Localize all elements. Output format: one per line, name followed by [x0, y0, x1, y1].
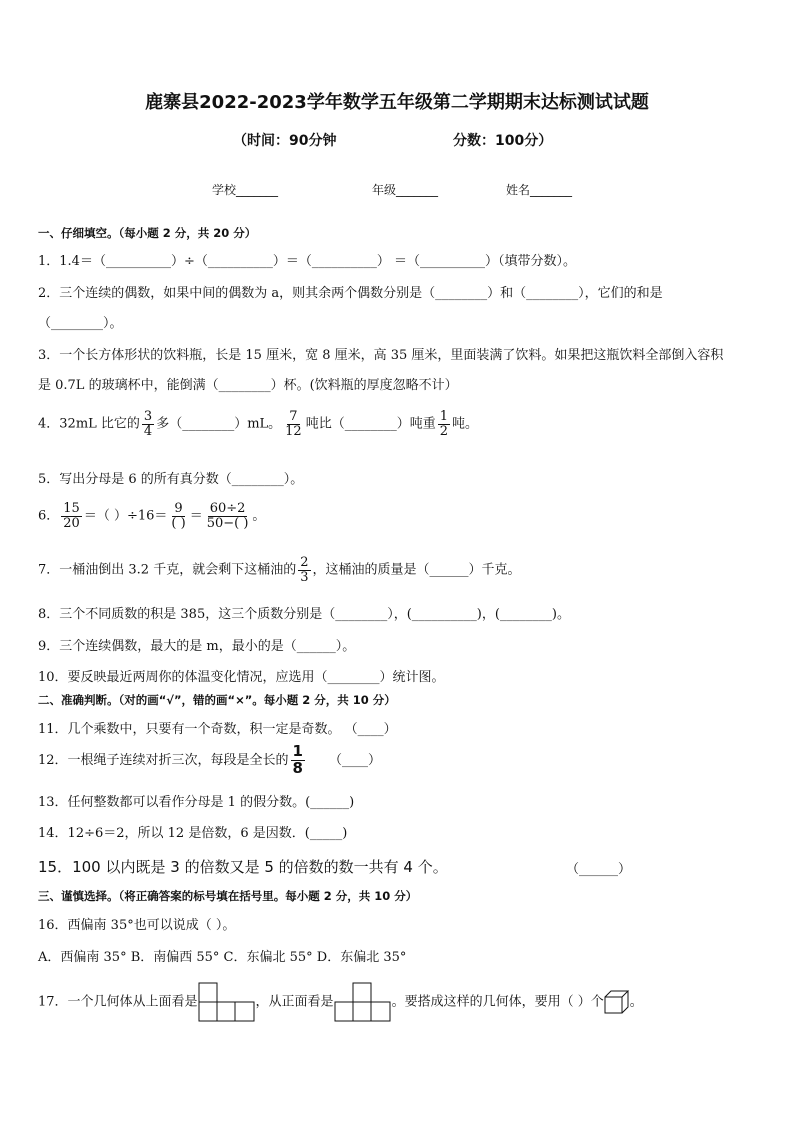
fraction-60-2 — [205, 502, 251, 530]
question-2-line-1: 2．三个连续的偶数，如果中间的偶数为 a，则其余两个偶数分别是（________）和（________），它们的和是 — [38, 286, 663, 301]
question-7 — [38, 556, 521, 584]
numerator: 1 — [439, 409, 448, 424]
grade-field: 年级_______ — [372, 183, 439, 197]
denominator: 3 — [300, 569, 309, 585]
question-17-text-c: 。要搭成这样的几何体，要用（ ）个 — [391, 994, 604, 1010]
exam-score: 分数：100分） — [453, 133, 553, 149]
denominator: ( ) — [171, 515, 186, 531]
question-4 — [38, 410, 478, 438]
question-11: 11．几个乘数中，只要有一个奇数，积一定是奇数。 （____） — [38, 722, 397, 737]
question-17-text-a: 17．一个几何体从上面看是 — [38, 994, 198, 1010]
denominator: 2 — [439, 423, 448, 439]
page-title: 鹿寨县2022-2023学年数学五年级第二学期期末达标测试试题 — [145, 92, 649, 113]
numerator: 3 — [143, 409, 153, 424]
top-view-figure — [198, 982, 256, 1022]
question-13: 13．任何整数都可以看作分母是 1 的假分数。(______) — [38, 795, 355, 810]
numerator: 9 — [174, 501, 183, 516]
numerator: 1 — [292, 742, 303, 760]
question-5: 5．写出分母是 6 的所有真分数（________）。 — [38, 472, 304, 487]
question-17-text-b: ，从正面看是 — [255, 994, 334, 1010]
question-10: 10．要反映最近两周你的体温变化情况，应选用（________）统计图。 — [38, 670, 445, 685]
question-7-text-a: 7．一桶油倒出 3.2 千克，就会剩下这桶油的 — [38, 562, 297, 578]
fraction-15-20 — [61, 502, 82, 530]
question-16: 16．西偏南 35°也可以说成（ ）。 — [38, 918, 236, 933]
denominator: 8 — [292, 758, 303, 777]
question-6-period: 。 — [252, 508, 266, 524]
denominator: 12 — [285, 423, 302, 439]
section-1-heading: 一、仔细填空。（每小题 2 分，共 20 分） — [38, 226, 257, 240]
question-15: 15．100 以内既是 3 的倍数又是 5 的倍数的数一共有 4 个。 — [38, 858, 448, 876]
front-view-figure — [334, 982, 392, 1022]
question-6-text-b: ＝（ ）÷16＝ — [83, 508, 168, 524]
exam-time: （时间：90分钟 — [233, 133, 337, 149]
fraction-3-4 — [142, 410, 154, 438]
question-2-line-2: （________）。 — [38, 316, 123, 331]
school-field: 学校_______ — [212, 183, 279, 197]
question-17-text-d: 。 — [629, 994, 643, 1010]
denominator: 50−( ) — [206, 515, 249, 531]
question-6 — [38, 502, 265, 530]
question-3-line-2: 是 0.7L 的玻璃杯中，能倒满（________）杯。(饮料瓶的厚度忽略不计） — [38, 378, 458, 393]
cube-icon — [604, 990, 630, 1014]
numerator: 7 — [289, 409, 298, 424]
section-2-heading: 二、准确判断。（对的画“√”，错的画“×”。每小题 2 分，共 10 分） — [38, 693, 396, 707]
question-4-text-c: 吨比（________）吨重 — [305, 416, 436, 432]
question-12 — [38, 744, 381, 777]
question-6-number: 6． — [38, 508, 60, 524]
question-12-blank: （____） — [328, 752, 381, 768]
question-17 — [38, 982, 643, 1022]
question-14: 14．12÷6＝2，所以 12 是倍数，6 是因数．(_____) — [38, 826, 348, 841]
section-3-heading: 三、谨慎选择。（将正确答案的标号填在括号里。每小题 2 分，共 10 分） — [38, 889, 418, 903]
question-4-text-a: 4．32mL 比它的 — [38, 416, 140, 432]
question-1: 1．1.4＝（__________）÷（__________）＝（__________） ＝（__________）（填带分数）。 — [38, 254, 576, 269]
fraction-9-blank — [169, 502, 187, 530]
question-8: 8．三个不同质数的积是 385，这三个质数分别是（________），(__________)，(________)。 — [38, 607, 571, 622]
name-field: 姓名_______ — [506, 183, 573, 197]
question-16-options: A．西偏南 35° B．南偏西 55° C．东偏北 55° D．东偏北 35° — [38, 950, 407, 965]
question-12-text: 12．一根绳子连续对折三次，每段是全长的 — [38, 752, 289, 768]
question-7-text-b: ，这桶油的质量是（______）千克。 — [312, 562, 521, 578]
question-6-equals: ＝ — [189, 508, 203, 524]
fraction-7-12 — [283, 410, 304, 438]
numerator: 60÷2 — [209, 501, 246, 516]
denominator: 20 — [63, 515, 80, 531]
numerator: 15 — [63, 501, 80, 516]
question-3-line-1: 3．一个长方体形状的饮料瓶，长是 15 厘米，宽 8 厘米，高 35 厘米，里面装满了饮料。如果把这瓶饮料全部倒入容积 — [38, 348, 724, 363]
numerator: 2 — [300, 555, 309, 570]
fraction-1-2 — [438, 410, 450, 438]
fraction-1-8 — [291, 744, 305, 777]
question-4-text-b: 多（________）mL。 — [156, 416, 282, 432]
question-4-text-d: 吨。 — [452, 416, 479, 432]
fraction-2-3 — [298, 556, 310, 584]
denominator: 4 — [143, 423, 153, 439]
question-15-blank: （______） — [566, 862, 632, 877]
question-9: 9．三个连续偶数，最大的是 m，最小的是（______）。 — [38, 639, 356, 654]
